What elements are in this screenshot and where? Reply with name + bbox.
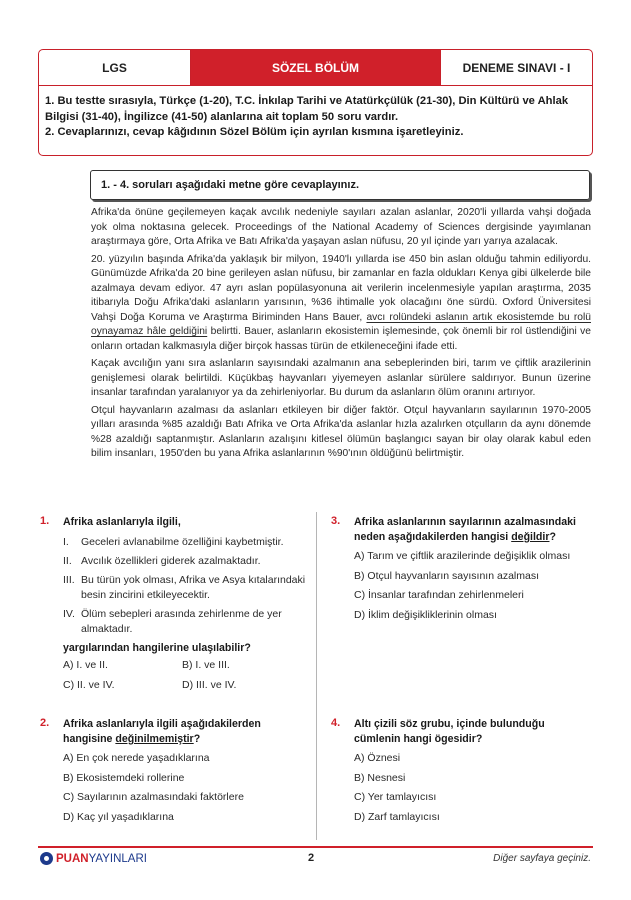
option-c[interactable]: C) II. ve IV. — [63, 678, 115, 691]
option-d[interactable]: D) İklim değişikliklerinin olması — [354, 608, 497, 621]
statement-4 — [63, 607, 312, 637]
answer-options — [63, 656, 312, 695]
underlined-phrase: avcı rolündeki aslanın artık ekosistemde bu rolü oynayamaz hâle geldiğini — [91, 311, 591, 337]
section-name-label: SÖZEL BÖLÜM — [191, 50, 441, 85]
passage-text: belirtti. Bauer, aslanların ekosistemin işlemesinde, çok önemli bir rol üstlendiğini ve onların ortadan kalkmasıyla diğer birçok hassas türün de etkileneceğini ifade etti. — [91, 326, 592, 352]
exam-type-label: LGS — [39, 50, 191, 85]
question-1 — [40, 515, 312, 695]
question-number: 3. — [331, 515, 341, 527]
option-b[interactable]: B) I. ve III. — [182, 659, 230, 671]
statement-text: Avcılık özellikleri giderek azalmaktadır. — [81, 555, 261, 567]
option-b[interactable]: B) Nesnesi — [354, 771, 406, 784]
statement-text: Geceleri avlanabilme özelliğini kaybetmiştir. — [81, 536, 284, 548]
passage-text: 20. yüzyılın başında Afrika'da yaklaşık bir milyon, 1940'lı yıllarda ise 450 bin aslan olduğu tahmin ediliyordu. Günümüzde Afrika'da 20 bine gerileyen aslan nüfusu, bir zamanlar en fazla oldukları Kenya gibi ülkelerde bile azalmaya devam ediyor. 47 ayrı aslan popülasyonuna ait verilerin incelenmesiyle yapılan araştırma, 2035 itibarıyla Doğu Afrika'daki aslanların yarısının, %36 ihtimalle yok olacağını öne sürdü. Oxford Üniversitesi Vahşi Doğa Koruma ve Araştırma Biriminden Hans Bauer, — [91, 253, 591, 323]
question-stem — [63, 717, 312, 747]
passage-paragraph-4: Otçul hayvanların azalması da aslanları etkileyen bir diğer faktör. Otçul hayvanların sayılarının 1970-2005 yılları arasında %85 azaldığı Batı Afrika ve Orta Afrika'da aslanlar hızla azalırken otçulların da aynı dönemde %28 azaldığı saptanmıştır. Aslanların azalışını kitlesel ölümün başlangıcı sayan bir olay olarak kabul eden bilim insanları, 1950'den bu yana Afrika aslanlarının %90'ının öldüğünü belirtmiştir. — [91, 404, 591, 459]
statement-2 — [63, 554, 312, 569]
question-stem: Afrika aslanlarıyla ilgili, — [63, 516, 181, 528]
passage-paragraph-3: Kaçak avcılığın yanı sıra aslanların sayısındaki azalmanın ana sebeplerinden biri, tarım ve çiftlik arazilerinin genişlemesi olarak belirtildi. Küçükbaş hayvanları yiyemeyen aslanlar sürülere saldırıyor. Bunun üzerine insanlar tarafından yaralanıyor ya da zehirleniyorlar. Bu durum da aslanların ölüm oranını artırıyor. — [91, 358, 591, 398]
option-a[interactable]: A) Öznesi — [354, 752, 401, 764]
publisher-logo-icon — [40, 852, 53, 865]
exam-name-label: DENEME SINAVI - I — [462, 60, 571, 75]
passage-paragraph-2 — [91, 253, 591, 355]
question-4 — [331, 717, 593, 827]
passage-paragraph-1: Afrika'da önüne geçilemeyen kaçak avcılık nedeniyle sayıları azalan aslanlar, 2020'li yıllarda vahşi doğada yok olma noktasına gelecek. Proceedings of the National Academy of Sciences dergisinde yayımlanan araştırmaya göre, Orta Afrika ve Batı Afrika'da yaşayan aslan nüfusu, 20 yıl içinde yarı yarıya azalacak. — [91, 207, 591, 247]
statement-1 — [63, 535, 312, 550]
instruction-1: 1. Bu testte sırasıyla, Türkçe (1-20), T.C. İnkılap Tarihi ve Atatürkçülük (21-30), Din Kültürü ve Ahlak Bilgisi (31-40), İngilizce (41-50) alanlarına ait toplam 50 soru vardır. — [45, 95, 569, 123]
stem-text: Afrika aslanlarının sayılarının azalmasındaki neden aşağıdakilerden hangisi — [354, 516, 576, 543]
question-number: 2. — [40, 717, 50, 729]
option-d[interactable]: D) Kaç yıl yaşadıklarına — [63, 810, 174, 823]
publisher-logo — [40, 852, 147, 865]
exam-instructions — [45, 94, 585, 141]
roman-numeral: IV. — [63, 608, 75, 620]
question-3 — [331, 515, 593, 625]
roman-numeral: II. — [63, 555, 72, 567]
option-d[interactable]: D) Zarf tamlayıcısı — [354, 810, 440, 823]
stem-underlined: değinilmemiştir — [115, 733, 194, 745]
footer-rule — [38, 846, 593, 848]
option-c[interactable]: C) Yer tamlayıcısı — [354, 791, 437, 803]
roman-numeral: I. — [63, 536, 69, 548]
header-row — [39, 50, 592, 86]
option-d[interactable]: D) III. ve IV. — [182, 678, 237, 691]
stem-underlined: değildir — [511, 531, 550, 543]
statement-text: Ölüm sebepleri arasında zehirlenme de yer almaktadır. — [81, 608, 282, 635]
stem-text: ? — [549, 531, 556, 543]
stem-text: ? — [193, 733, 201, 745]
passage-directive: 1. - 4. soruları aşağıdaki metne göre cevaplayınız. — [90, 170, 590, 200]
question-stem — [354, 515, 593, 545]
roman-numeral: III. — [63, 574, 75, 586]
question-number: 4. — [331, 717, 341, 729]
option-b[interactable]: B) Ekosistemdeki rollerine — [63, 771, 185, 784]
column-divider — [316, 512, 317, 840]
instruction-2: 2. Cevaplarınızı, cevap kâğıdının Sözel Bölüm için ayrılan kısmına işaretleyiniz. — [45, 126, 464, 138]
option-b[interactable]: B) Otçul hayvanların sayısının azalması — [354, 569, 539, 582]
option-c[interactable]: C) İnsanlar tarafından zehirlenmeleri — [354, 589, 524, 601]
question-stem: Altı çizili söz grubu, içinde bulunduğu cümlenin hangi ögesidir? — [354, 718, 545, 745]
question-prompt: yargılarından hangilerine ulaşılabilir? — [63, 642, 251, 654]
next-page-note: Diğer sayfaya geçiniz. — [493, 853, 591, 864]
stem-text: Afrika aslanlarıyla ilgili aşağıdakilerden hangisine — [63, 718, 261, 745]
statement-text: Bu türün yok olması, Afrika ve Asya kıtalarındaki besin zincirini etkileyecektir. — [81, 574, 306, 601]
exam-header — [38, 49, 593, 156]
option-c[interactable]: C) Sayılarının azalmasındaki faktörlere — [63, 791, 244, 803]
option-a[interactable]: A) En çok nerede yaşadıklarına — [63, 752, 210, 764]
option-a[interactable]: A) I. ve II. — [63, 659, 108, 671]
page-number: 2 — [308, 852, 315, 864]
question-number: 1. — [40, 515, 50, 527]
option-a[interactable]: A) Tarım ve çiftlik arazilerinde değişiklik olması — [354, 550, 571, 562]
question-2 — [40, 717, 312, 827]
statement-3 — [63, 573, 312, 603]
reading-passage — [91, 206, 591, 465]
logo-text-light: YAYINLARI — [88, 852, 147, 865]
logo-text-bold: PUAN — [56, 852, 89, 865]
